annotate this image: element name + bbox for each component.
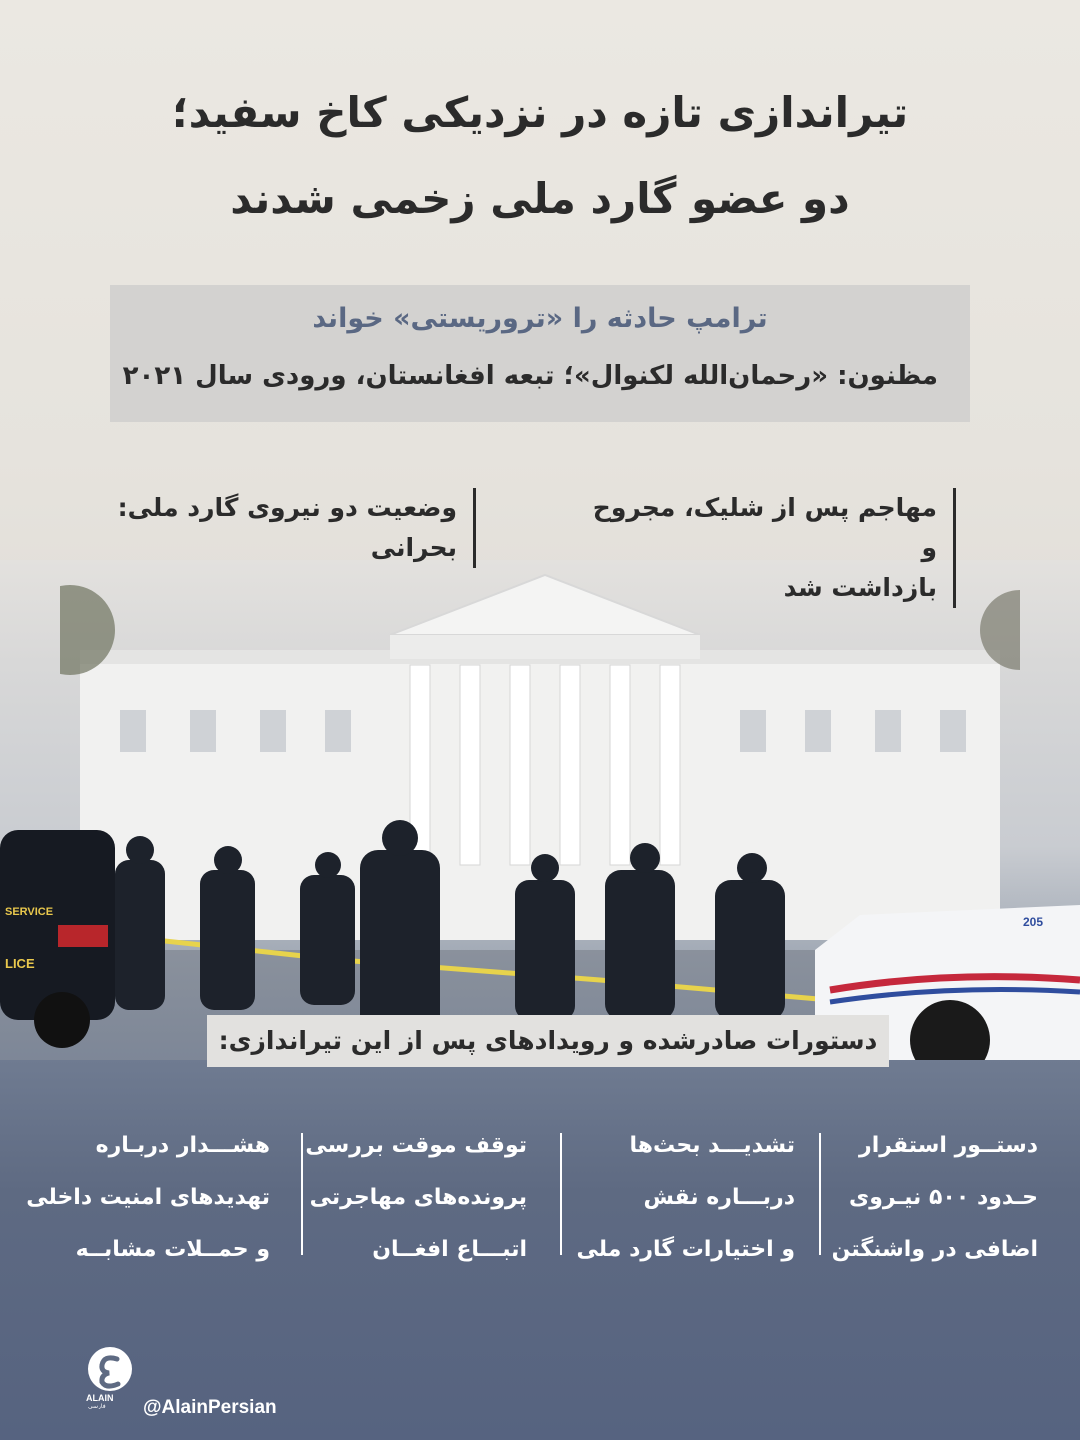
highlight-suspect: مظنون: «رحمان‌الله لکنوال»؛ تبعه افغانستان، ورودی سال ۲۰۲۱ [122, 361, 938, 391]
column-line: دستــور استقرار [859, 1133, 1038, 1158]
column-divider [819, 1133, 821, 1255]
fact-guard-line-1: وضعیت دو نیروی گارد ملی: [117, 493, 457, 522]
column-line: اتبـــاع افغــان [372, 1237, 527, 1262]
column-line: پرونده‌های مهاجرتی [309, 1185, 527, 1210]
column-line: اضافی در واشنگتن [831, 1237, 1038, 1262]
title-line-2: دو عضو گارد ملی زخمی شدند [230, 174, 850, 223]
fact-attacker-line-1: مهاجم پس از شلیک، مجروح و [592, 493, 937, 562]
column-line: تهدیدهای امنیت داخلی [26, 1185, 270, 1210]
logo-text: ALAIN [86, 1393, 114, 1403]
fact-guard-status [117, 488, 476, 568]
column-immigration [292, 1120, 527, 1276]
column-divider [301, 1133, 303, 1255]
column-line: توقف موقت بررسی [305, 1133, 527, 1158]
page-title [60, 70, 1020, 242]
column-line: و اختیارات گارد ملی [576, 1237, 795, 1262]
column-debate [560, 1120, 795, 1276]
alain-logo-icon [84, 1345, 136, 1409]
white-house-photo [0, 560, 1080, 1080]
column-deployment [803, 1120, 1038, 1276]
car-number: 205 [1023, 915, 1044, 929]
fact-attacker-line-2: بازداشت شد [783, 573, 937, 602]
column-security-warning [26, 1120, 270, 1276]
column-line: حـدود ۵۰۰ نیـروی [849, 1185, 1038, 1210]
column-line: هشـــدار دربـاره [95, 1133, 270, 1158]
fact-attacker [577, 488, 956, 608]
highlight-headline: ترامپ حادثه را «تروریستی» خواند [312, 303, 768, 334]
title-line-1: تیراندازی تازه در نزدیکی کاخ سفید؛ [171, 88, 909, 137]
social-handle[interactable]: @AlainPersian [143, 1397, 277, 1418]
column-line: تشدیـــد بحث‌ها [629, 1133, 795, 1158]
column-divider [560, 1133, 562, 1255]
fact-guard-line-2: بحرانی [370, 533, 457, 562]
vehicle-service-text: SERVICE [5, 906, 54, 918]
section-label: دستورات صادرشده و رویدادهای پس از این تیراندازی: [207, 1015, 889, 1067]
column-line: و حمــلات مشابــه [75, 1237, 270, 1262]
vehicle-lice-text: LICE [5, 956, 35, 971]
column-line: دربـــاره نقش [643, 1185, 795, 1210]
highlight-box [110, 285, 970, 422]
logo-subtext: فارسی [88, 1403, 106, 1409]
